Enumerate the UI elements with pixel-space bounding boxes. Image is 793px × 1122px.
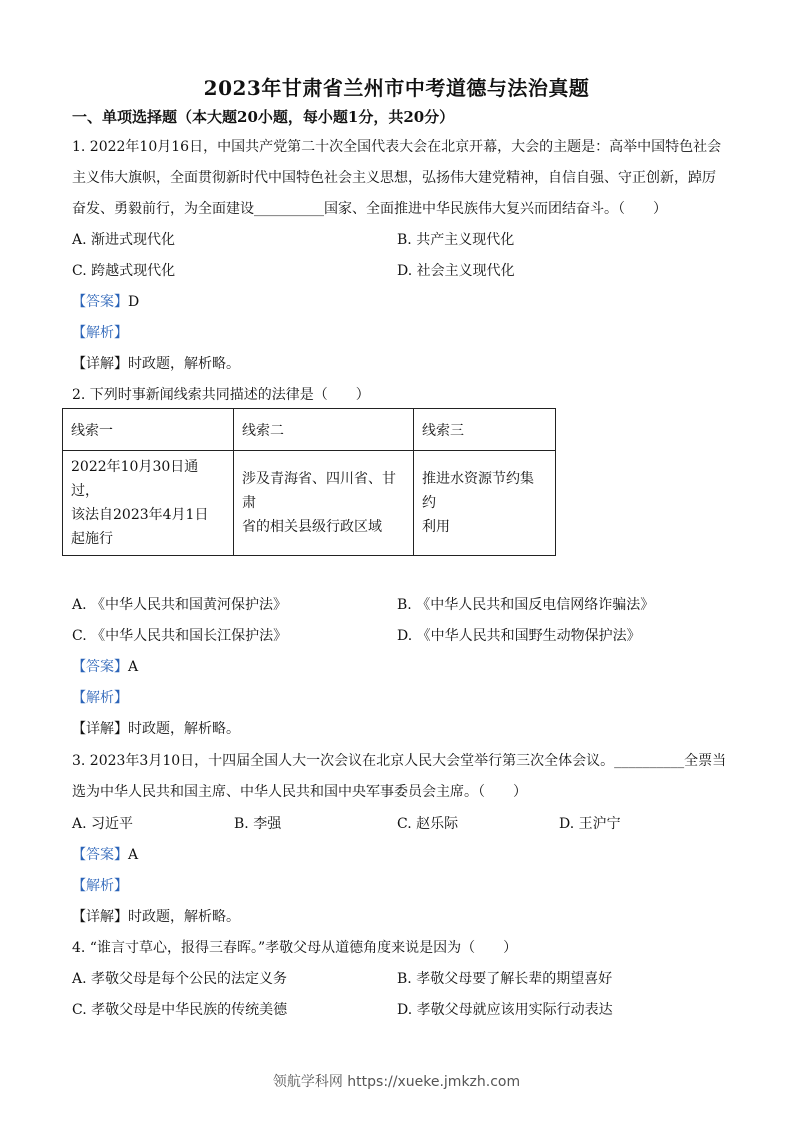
answer-label: 【答案】 [72, 294, 128, 310]
q2-answer [72, 656, 138, 676]
table-cell [414, 451, 556, 556]
q2-stem: 2. 下列时事新闻线索共同描述的法律是（ ） [72, 387, 370, 403]
q4-stem: 4. “谁言寸草心，报得三春晖。”孝敬父母从道德角度来说是因为（ ） [72, 940, 518, 956]
table-row [63, 451, 556, 556]
q1-answer [72, 291, 139, 311]
footer-watermark: 领航学科网 https://xueke.jmkzh.com [272, 1074, 521, 1090]
cell-line: 省的相关县级行政区域 [242, 519, 382, 535]
answer-value: D [128, 294, 140, 310]
q4-option-c: C. 孝敬父母是中华民族的传统美德 [72, 1002, 288, 1018]
cell-line: 该法自2023年4月1日 [71, 507, 209, 523]
q2-option-b: B. 《中华人民共和国反电信网络诈骗法》 [397, 597, 655, 613]
q1-line-3: 奋发、勇毅前行，为全面建设__________国家、全面推进中华民族伟大复兴而团结奋斗。（ ） [72, 201, 667, 217]
page-title: 2023年甘肃省兰州市中考道德与法治真题 [203, 76, 590, 100]
table-cell [63, 451, 234, 556]
section-heading: 一、单项选择题（本大题20小题，每小题1分，共20分） [72, 108, 455, 126]
q3-option-c: C. 赵乐际 [397, 816, 459, 832]
q1-option-a: A. 渐进式现代化 [72, 232, 176, 248]
cell-line: 起施行 [71, 531, 113, 547]
q3-option-a: A. 习近平 [72, 816, 134, 832]
q3-answer [72, 844, 138, 864]
q1-option-b: B. 共产主义现代化 [397, 232, 515, 248]
q3-detail: 【详解】时政题，解析略。 [72, 909, 240, 925]
q4-option-d: D. 孝敬父母就应该用实际行动表达 [397, 1002, 613, 1018]
q1-detail: 【详解】时政题，解析略。 [72, 356, 240, 372]
q3-option-b: B. 李强 [234, 816, 282, 832]
q1-analysis-label: 【解析】 [72, 325, 128, 341]
q4-option-a: A. 孝敬父母是每个公民的法定义务 [72, 971, 288, 987]
table-header-row [63, 409, 556, 451]
q1-line-1: 1. 2022年10月16日，中国共产党第二十次全国代表大会在北京开幕，大会的主题是：高举中国特色社会 [72, 139, 722, 155]
clues-table [62, 408, 556, 556]
q1-line-2: 主义伟大旗帜，全面贯彻新时代中国特色社会主义思想，弘扬伟大建党精神，自信自强、守正创新，踔厉 [72, 170, 716, 186]
cell-line: 2022年10月30日通过， [71, 459, 199, 499]
cell-line: 涉及青海省、四川省、甘肃 [242, 471, 396, 511]
answer-label: 【答案】 [72, 659, 128, 675]
q2-detail: 【详解】时政题，解析略。 [72, 721, 240, 737]
q1-option-c: C. 跨越式现代化 [72, 263, 176, 279]
q3-line-1: 3. 2023年3月10日，十四届全国人大一次会议在北京人民大会堂举行第三次全体会议。__________全票当 [72, 753, 727, 769]
answer-value: A [128, 847, 139, 863]
answer-value: A [128, 659, 139, 675]
table-header-cell: 线索三 [414, 409, 556, 451]
answer-label: 【答案】 [72, 847, 128, 863]
table-header-cell: 线索一 [63, 409, 234, 451]
table-cell [234, 451, 414, 556]
q2-option-a: A. 《中华人民共和国黄河保护法》 [72, 597, 288, 613]
q1-option-d: D. 社会主义现代化 [397, 263, 515, 279]
q2-option-d: D. 《中华人民共和国野生动物保护法》 [397, 628, 641, 644]
q3-line-2: 选为中华人民共和国主席、中华人民共和国中央军事委员会主席。（ ） [72, 784, 527, 800]
q2-analysis-label: 【解析】 [72, 690, 128, 706]
cell-line: 利用 [422, 519, 450, 535]
q2-option-c: C. 《中华人民共和国长江保护法》 [72, 628, 288, 644]
cell-line: 推进水资源节约集约 [422, 471, 534, 511]
q3-option-d: D. 王沪宁 [559, 816, 621, 832]
table-header-cell: 线索二 [234, 409, 414, 451]
q4-option-b: B. 孝敬父母要了解长辈的期望喜好 [397, 971, 613, 987]
q3-analysis-label: 【解析】 [72, 878, 128, 894]
